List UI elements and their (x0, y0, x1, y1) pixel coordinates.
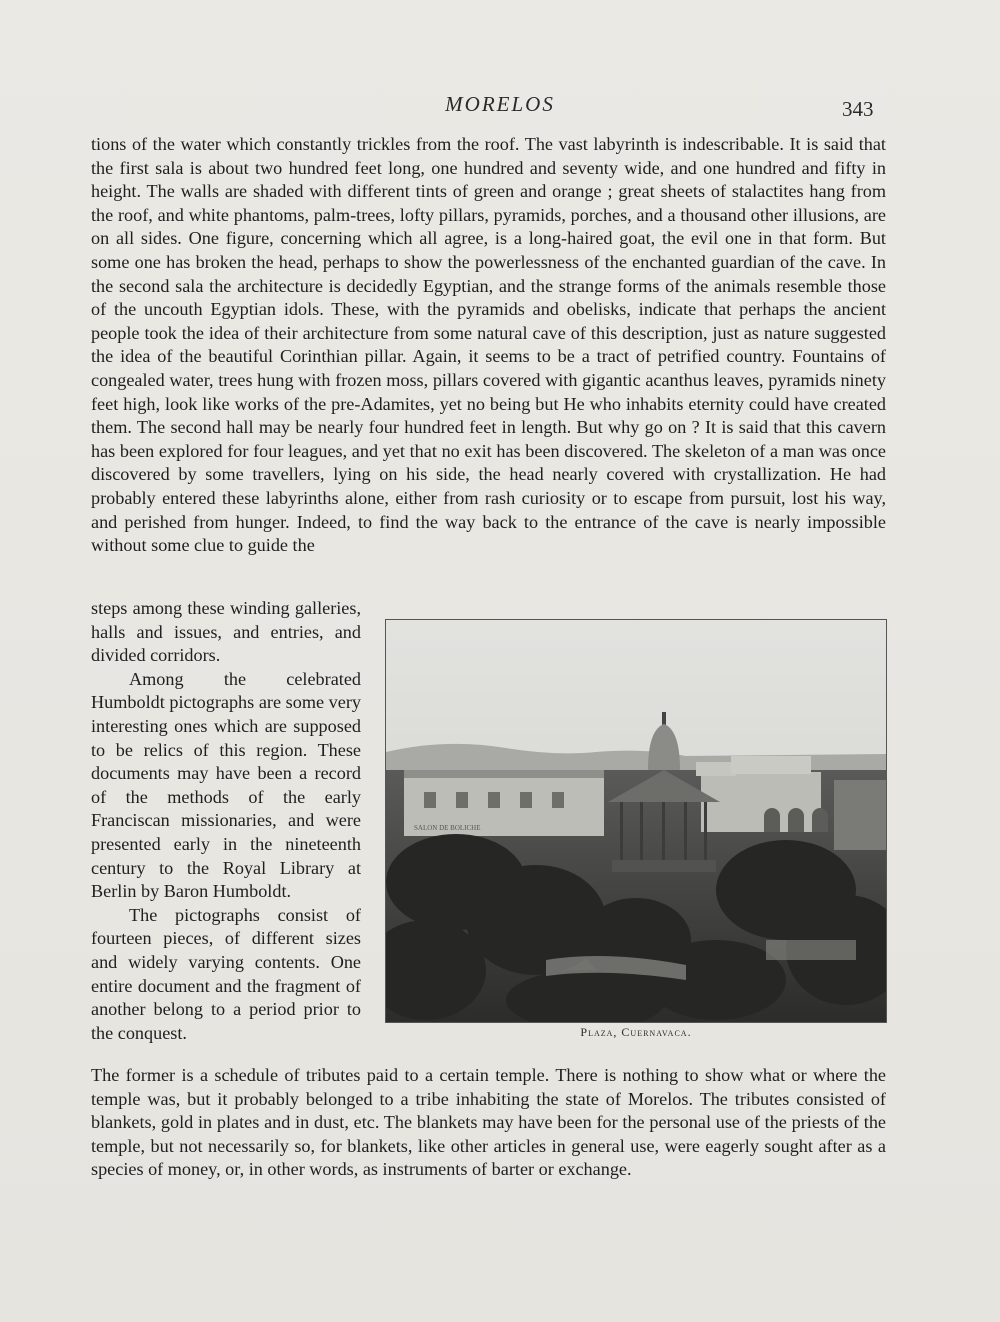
body-text-left-column (91, 597, 361, 1045)
paragraph-pictographs: The pictographs consist of fourteen pieces, of different sizes and widely varying contents. One entire document and the fragment of another belong to a period prior to the conquest. (91, 904, 361, 1043)
paragraph-humboldt: Among the celebrated Humboldt pictographs are some very interesting ones which are supposed to be relics of this region. These documents may have been a record of the methods of the early Franciscan missionaries, and were presented early in the nineteenth century to the Royal Library at Berlin by Baron Humboldt. (91, 668, 361, 902)
boliche-sign: SALON DE BOLICHE (414, 824, 481, 832)
paragraph-galleries: steps among these winding galleries, halls and issues, and entries, and divided corridors. (91, 598, 361, 666)
running-head: MORELOS (445, 92, 555, 116)
page-number: 343 (842, 97, 874, 121)
body-text-top: tions of the water which constantly trickles from the roof. The vast labyrinth is indescribable. It is said that the first sala is about two hundred feet long, one hundred and seventy wide, and one hundred and fifty in height. The walls are shaded with different tints of green and orange ; great sheets of stalactites hang from the roof, and white phantoms, palm-trees, lofty pillars, pyramids, porches, and a thousand other illusions, are on all sides. One figure, concerning which all agree, is a long-haired goat, the evil one in that form. But some one has broken the head, perhaps to show the powerlessness of the enchanted guardian of the cave. In the second sala the architecture is decidedly Egyptian, and the strange forms of the animals resemble those of the uncouth Egyptian idols. These, with the pyramids and obelisks, indicate that perhaps the ancient people took the idea of their architecture from some natural cave of this description, just as nature suggested the idea of the beautiful Corinthian pillar. Again, it seems to be a tract of petrified country. Fountains of congealed water, trees hung with frozen moss, pillars covered with gigantic acanthus leaves, pyramids ninety feet high, look like works of the pre-Adamites, yet no being but He who inhabits eternity could have created them. The second hall may be nearly four hundred feet in length. But why go on ? It is said that this cavern has been explored for four leagues, and yet that no exit has been discovered. The skeleton of a man was once discovered by some travellers, lying on his side, the head nearly covered with crystallization. He had probably entered these labyrinths alone, either from rash curiosity or to escape from pursuit, lost his way, and perished from hunger. Indeed, to find the way back to the entrance of the cave is nearly impossible without some clue to guide the (91, 134, 886, 556)
figure-caption: Plaza, Cuernavaca. (580, 1025, 692, 1039)
plaza-photograph (385, 619, 887, 1023)
body-text-bottom: The former is a schedule of tributes paid to a certain temple. There is nothing to show what or where the temple was, but it probably belonged to a tribe inhabiting the state of Morelos. The tributes consisted of blankets, gold in plates and in dust, etc. The blankets may have been for the personal use of the priests of the temple, but not necessarily so, for blankets, like other articles in general use, were eagerly sought after as a species of money, or, in other words, as instruments of barter or exchange. (91, 1065, 886, 1180)
